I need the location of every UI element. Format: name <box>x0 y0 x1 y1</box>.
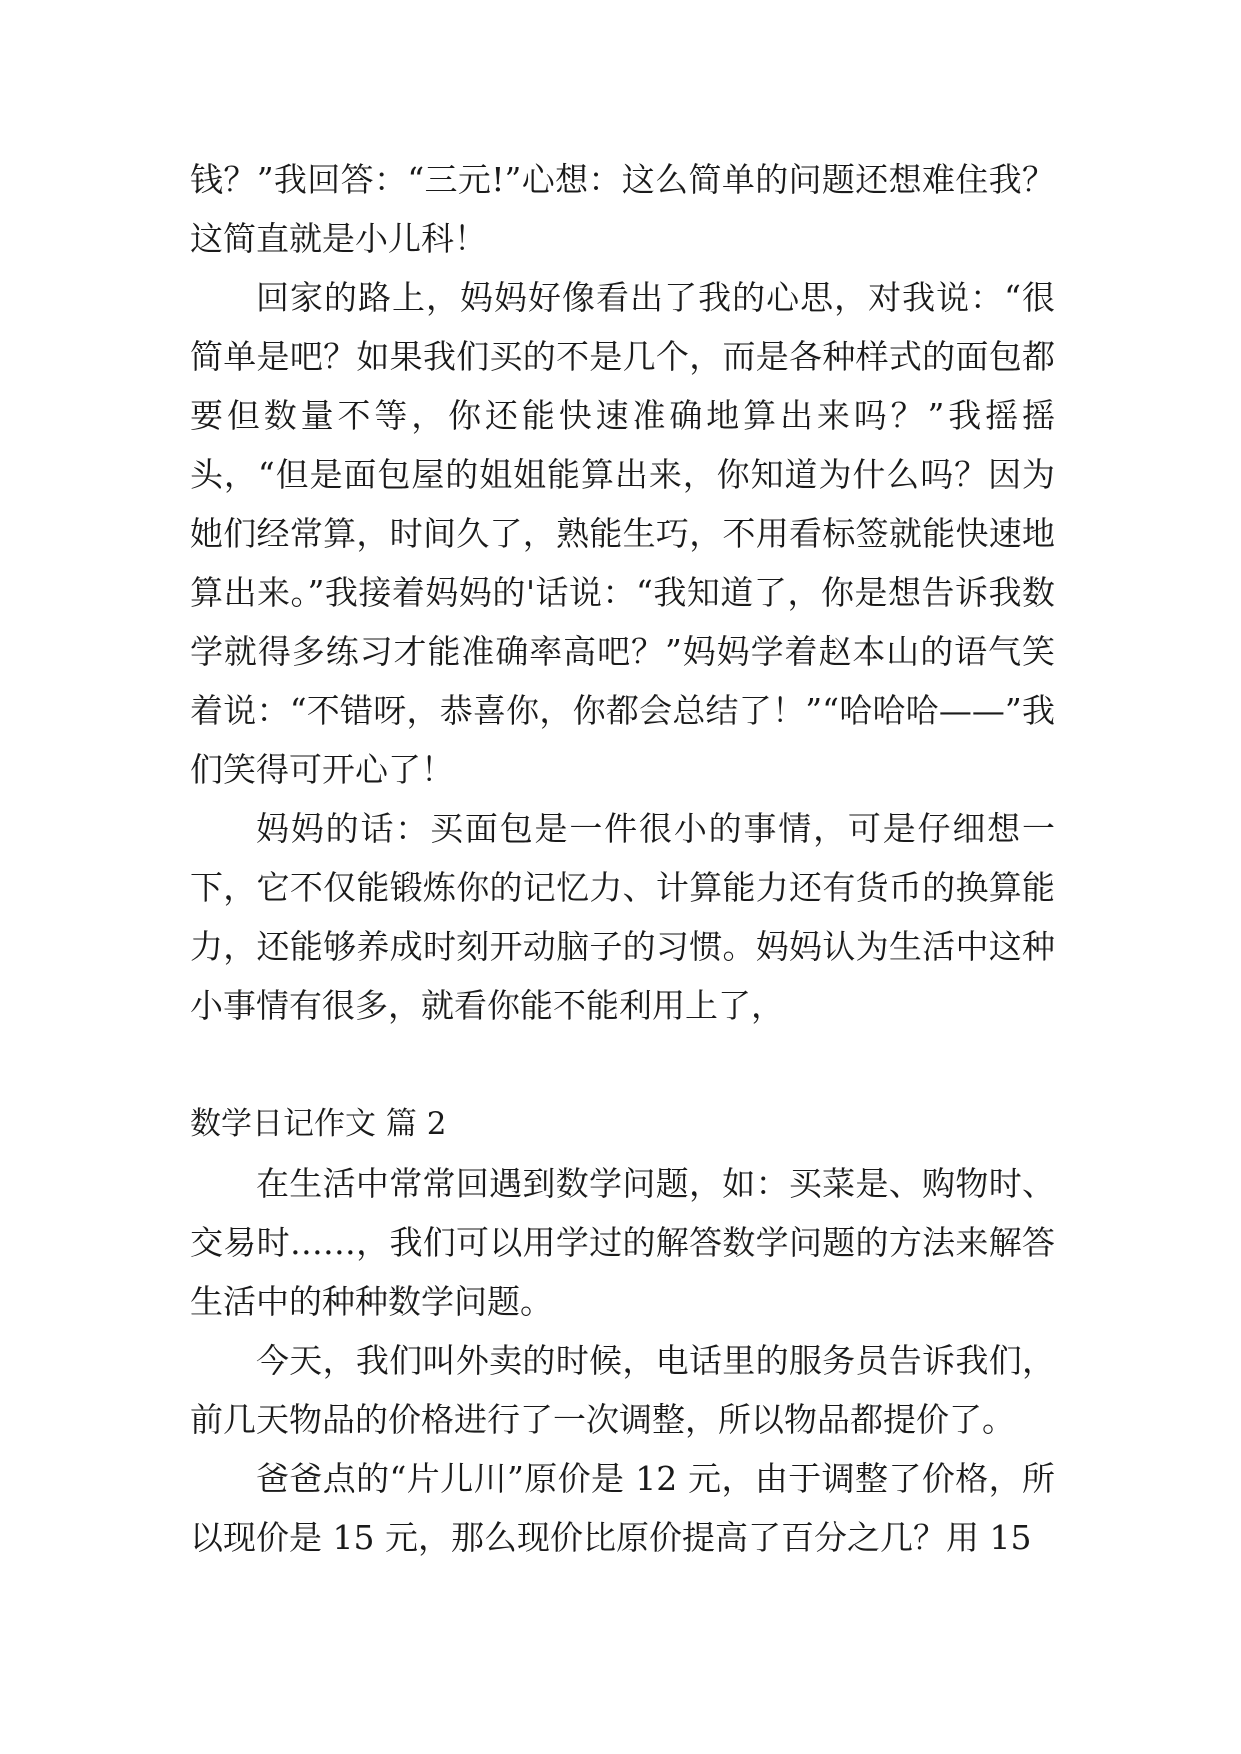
section-title: 数学日记作文 篇 2 <box>190 1106 447 1142</box>
paragraph-4: 在生活中常常回遇到数学问题，如：买菜是、购物时、交易时……，我们可以用学过的解答数学问题的方法来解答生活中的种种数学问题。 <box>190 1164 1055 1321</box>
paragraph-5: 今天，我们叫外卖的时候，电话里的服务员告诉我们，前几天物品的价格进行了一次调整，所以物品都提价了。 <box>190 1341 1055 1439</box>
section-gap <box>190 1035 1055 1095</box>
paragraph-6: 爸爸点的“片儿川”原价是 12 元，由于调整了价格，所以现价是 15 元，那么现价比原价提高了百分之几？用 15 <box>190 1459 1055 1557</box>
paragraph-1: 钱？”我回答：“三元!”心想：这么简单的问题还想难住我？这简直就是小儿科！ <box>190 160 1055 258</box>
document-page <box>190 150 1055 1567</box>
paragraph-3: 妈妈的话：买面包是一件很小的事情，可是仔细想一下，它不仅能锻炼你的记忆力、计算能力还有货币的换算能力，还能够养成时刻开动脑子的习惯。妈妈认为生活中这种小事情有很多，就看你能不能利用上了， <box>190 809 1055 1025</box>
paragraph-2: 回家的路上，妈妈好像看出了我的心思，对我说：“很简单是吧？如果我们买的不是几个，而是各种样式的面包都要但数量不等，你还能快速准确地算出来吗？”我摇摇头，“但是面包屋的姐姐能算出来，你知道为什么吗？因为她们经常算，时间久了，熟能生巧，不用看标签就能快速地算出来。”我接着妈妈的'话说：“我知道了，你是想告诉我数学就得多练习才能准确率高吧？”妈妈学着赵本山的语气笑着说：“不错呀，恭喜你，你都会总结了！”“哈哈哈——”我们笑得可开心了！ <box>190 278 1055 789</box>
